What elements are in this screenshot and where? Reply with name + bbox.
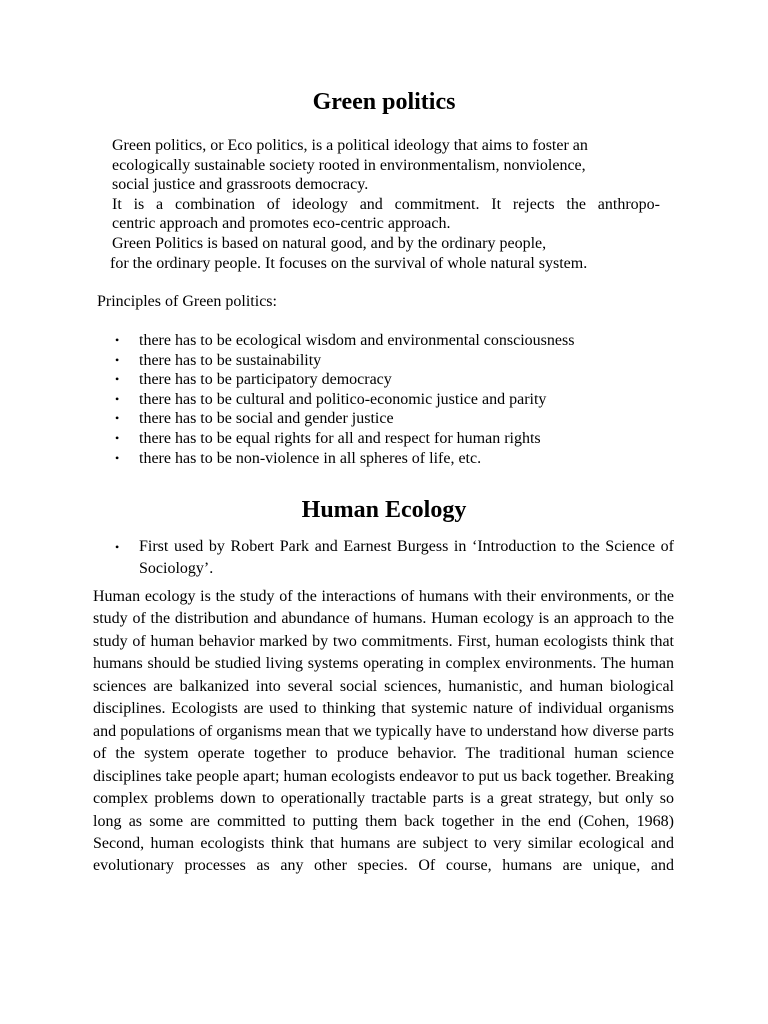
list-item <box>110 449 574 469</box>
list-item <box>110 429 574 449</box>
list-item-text: there has to be ecological wisdom and environmental consciousness <box>139 332 575 349</box>
principles-label: Principles of Green politics: <box>97 293 277 310</box>
list-item-text: there has to be social and gender justice <box>139 410 394 428</box>
list-item <box>110 409 574 429</box>
list-item-text: there has to be equal rights for all and respect for human rights <box>139 429 541 447</box>
list-item-text: there has to be participatory democracy <box>139 371 392 389</box>
intro-line: Green politics, or Eco politics, is a political ideology that aims to foster an <box>112 137 588 154</box>
list-item-text: there has to be sustainability <box>139 351 322 369</box>
list-item-text: there has to be non-violence in all spheres of life, etc. <box>139 449 482 467</box>
human-ecology-bullet <box>110 536 674 580</box>
list-item <box>110 390 574 410</box>
list-item <box>110 370 574 390</box>
bullet-icon: • <box>115 372 120 387</box>
bullet-icon: • <box>115 540 120 554</box>
intro-line: It is a combination of ideology and commitment. It rejects the anthropo- <box>112 195 660 213</box>
bullet-icon: • <box>115 352 120 367</box>
bullet-icon: • <box>115 411 120 426</box>
bullet-icon: • <box>115 450 120 465</box>
intro-line: ecologically sustainable society rooted in environmentalism, nonviolence, <box>112 156 586 174</box>
section-title-human-ecology: Human Ecology <box>301 497 467 523</box>
intro-line: Green Politics is based on natural good, and by the ordinary people, <box>112 234 547 252</box>
principles-list <box>110 331 574 468</box>
list-item-text: there has to be cultural and politico-economic justice and parity <box>139 390 547 408</box>
bullet-icon: • <box>115 430 120 445</box>
bullet-text: First used by Robert Park and Earnest Burgess in ‘Introduction to the Science of Sociology’. <box>139 538 674 577</box>
list-item <box>110 331 574 351</box>
intro-paragraph <box>112 136 660 273</box>
intro-line: for the ordinary people. It focuses on the survival of whole natural system. <box>110 254 588 272</box>
list-item <box>110 351 574 371</box>
human-ecology-paragraph: Human ecology is the study of the interactions of humans with their environments, or the study of the distribution and abundance of humans. Human ecology is an approach to the study of human behavior marked by two commitments. First, human ecologists think that humans should be studied living systems operating in complex environments. The human sciences are balkanized into several social sciences, humanistic, and human biological disciplines. Ecologists are used to thinking that systemic nature of individual organisms and populations of organisms mean that we typically have to understand how diverse parts of the system operate together to produce behavior. The traditional human science disciplines take people apart; human ecologists endeavor to put us back together. Breaking complex problems down to operationally tractable parts is a great strategy, but only so long as some are committed to putting them back together in the end (Cohen, 1968) Second, human ecologists think that humans are subject to very similar ecological and evolutionary processes as any other species. Of course, humans are unique, and <box>93 588 674 875</box>
intro-line: social justice and grassroots democracy. <box>112 176 369 194</box>
bullet-icon: • <box>115 391 120 406</box>
intro-line: centric approach and promotes eco-centric approach. <box>112 215 451 233</box>
section-title-green-politics: Green politics <box>312 89 456 115</box>
bullet-icon: • <box>115 333 120 347</box>
